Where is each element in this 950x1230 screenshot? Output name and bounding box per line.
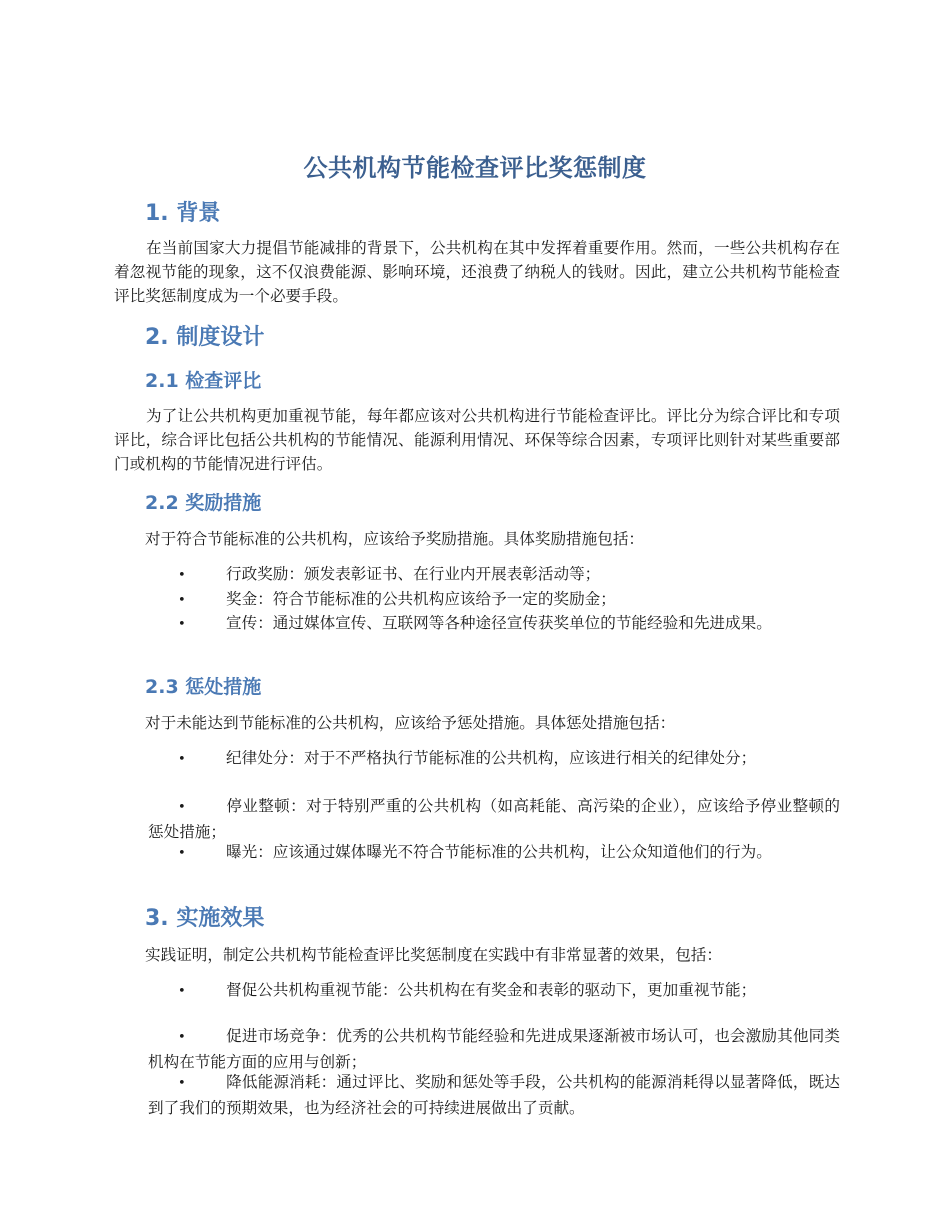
section-heading-design: 2. 制度设计 xyxy=(145,325,265,350)
list-item-penalty xyxy=(148,794,840,844)
list-item-effect xyxy=(148,1024,840,1074)
list-item-effect xyxy=(148,1070,840,1120)
list-item-penalty xyxy=(148,746,840,772)
paragraph-background: 在当前国家大力提倡节能减排的背景下，公共机构在其中发挥着重要作用。然而，一些公共机构存在着忽视节能的现象，这不仅浪费能源、影响环境，还浪费了纳税人的钱财。因此，建立公共机构节能检查评比奖惩制度成为一个必要手段。 xyxy=(114,239,840,305)
document-title: 公共机构节能检查评比奖惩制度 xyxy=(303,154,647,182)
list-item-text: 奖金：符合节能标准的公共机构应该给予一定的奖励金； xyxy=(226,590,616,608)
section-heading-background: 1. 背景 xyxy=(145,201,221,226)
bullet-icon: • xyxy=(178,617,186,632)
list-item-reward xyxy=(148,562,840,588)
bullet-icon: • xyxy=(178,1076,186,1091)
bullet-icon: • xyxy=(178,800,186,815)
list-item-penalty xyxy=(148,840,840,866)
subsection-heading-inspection: 2.1 检查评比 xyxy=(145,370,262,392)
list-item-text: 宣传：通过媒体宣传、互联网等各种途径宣传获奖单位的节能经验和先进成果。 xyxy=(226,614,772,632)
lead-rewards: 对于符合节能标准的公共机构，应该给予奖励措施。具体奖励措施包括： xyxy=(145,530,645,548)
subsection-heading-penalties: 2.3 惩处措施 xyxy=(145,676,262,698)
bullet-icon: • xyxy=(178,568,186,583)
bullet-icon: • xyxy=(178,1030,186,1045)
list-item-reward xyxy=(148,587,840,613)
list-item-effect xyxy=(148,978,840,1004)
bullet-icon: • xyxy=(178,593,186,608)
list-item-reward xyxy=(148,611,840,637)
lead-penalties: 对于未能达到节能标准的公共机构，应该给予惩处措施。具体惩处措施包括： xyxy=(145,714,676,732)
list-item-text: 行政奖励：颁发表彰证书、在行业内开展表彰活动等； xyxy=(226,565,601,583)
list-item-text: 促进市场竞争：优秀的公共机构节能经验和先进成果逐渐被市场认可，也会激励其他同类机构在节能方面的应用与创新； xyxy=(148,1027,840,1071)
list-item-text: 停业整顿：对于特别严重的公共机构（如高耗能、高污染的企业），应该给予停业整顿的惩处措施； xyxy=(148,797,840,841)
paragraph-inspection: 为了让公共机构更加重视节能，每年都应该对公共机构进行节能检查评比。评比分为综合评比和专项评比，综合评比包括公共机构的节能情况、能源利用情况、环保等综合因素，专项评比则针对某些重要部门或机构的节能情况进行评估。 xyxy=(114,407,840,473)
bullet-icon: • xyxy=(178,984,186,999)
bullet-icon: • xyxy=(178,846,186,861)
list-item-text: 督促公共机构重视节能：公共机构在有奖金和表彰的驱动下，更加重视节能； xyxy=(226,981,757,999)
list-item-text: 纪律处分：对于不严格执行节能标准的公共机构，应该进行相关的纪律处分； xyxy=(226,749,757,767)
list-item-text: 曝光：应该通过媒体曝光不符合节能标准的公共机构，让公众知道他们的行为。 xyxy=(226,843,772,861)
section-heading-effects: 3. 实施效果 xyxy=(145,906,265,931)
list-item-text: 降低能源消耗：通过评比、奖励和惩处等手段，公共机构的能源消耗得以显著降低，既达到了我们的预期效果，也为经济社会的可持续进展做出了贡献。 xyxy=(148,1073,840,1117)
subsection-heading-rewards: 2.2 奖励措施 xyxy=(145,492,262,514)
bullet-icon: • xyxy=(178,752,186,767)
lead-effects: 实践证明，制定公共机构节能检查评比奖惩制度在实践中有非常显著的效果，包括： xyxy=(145,946,722,964)
